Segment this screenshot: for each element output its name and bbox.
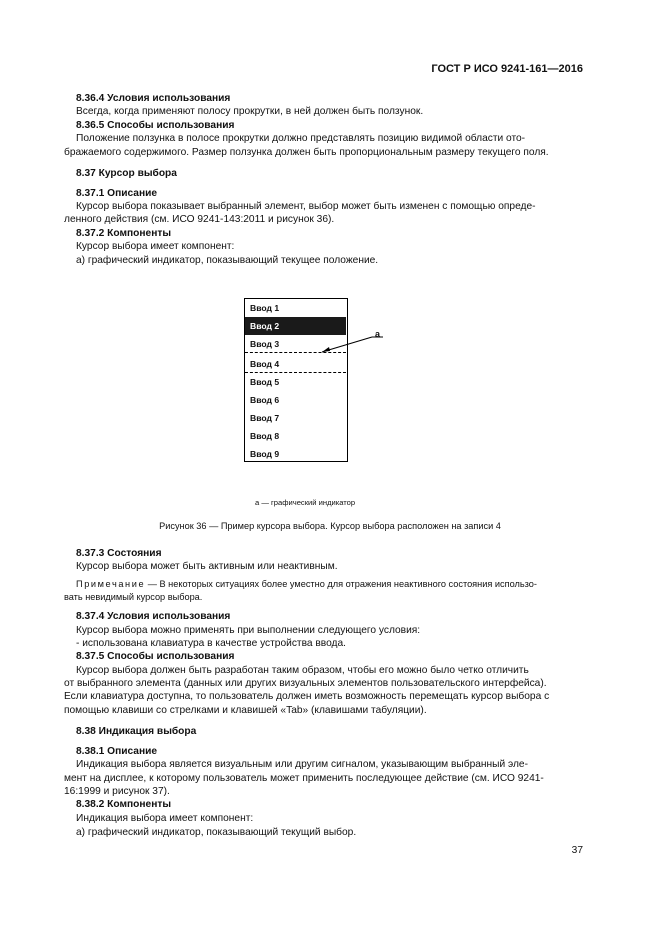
callout-label-a: а: [375, 329, 381, 339]
section-8-36-5-title: 8.36.5 Способы использования: [76, 120, 235, 131]
section-8-37-1-line2: ленного действия (см. ИСО 9241-143:2011 и рисунок 36).: [64, 214, 335, 225]
section-8-38-title: 8.38 Индикация выбора: [76, 726, 197, 737]
section-8-38-2-title: 8.38.2 Компоненты: [76, 799, 172, 810]
section-8-37-3-title: 8.37.3 Состояния: [76, 548, 162, 559]
section-8-37-5-line1: Курсор выбора должен быть разработан таким образом, чтобы его можно было четко отличить: [76, 665, 529, 676]
section-8-37-4-title: 8.37.4 Условия использования: [76, 611, 231, 622]
figure-entry-4: Ввод 4: [250, 359, 280, 369]
note-text: — В некоторых ситуациях более уместно для отражения неактивного состояния использо-: [145, 579, 537, 589]
figure-caption: Рисунок 36 — Пример курсора выбора. Курсор выбора расположен на записи 4: [159, 521, 501, 531]
section-8-37-5-line3: Если клавиатура доступна, то пользователь должен иметь возможность перемещать курсор выбора с: [64, 691, 550, 702]
section-8-37-3-note-line2: вать невидимый курсор выбора.: [64, 592, 203, 602]
section-8-38-2-line2: а) графический индикатор, показывающий текущий выбор.: [76, 827, 357, 838]
section-8-37-2-title: 8.37.2 Компоненты: [76, 228, 172, 239]
section-8-36-4-title: 8.36.4 Условия использования: [76, 93, 231, 104]
figure-legend: а — графический индикатор: [255, 498, 356, 507]
section-8-37-3-text: Курсор выбора может быть активным или неактивным.: [76, 561, 338, 572]
section-8-38-1-title: 8.38.1 Описание: [76, 746, 158, 757]
section-8-37-5-line2: от выбранного элемента (данных или других визуальных элементов пользовательского интерфейса).: [64, 678, 547, 689]
note-label: Примечание: [76, 579, 146, 589]
section-8-37-title: 8.37 Курсор выбора: [76, 168, 177, 179]
figure-entry-6: Ввод 6: [250, 395, 280, 405]
page-number: 37: [571, 845, 583, 856]
section-8-37-5-line4: помощью клавиши со стрелками и клавишей «Tab» (клавишами табуляции).: [64, 705, 427, 716]
section-8-38-1-line1: Индикация выбора является визуальным или другим сигналом, указывающим выбранный эле-: [76, 759, 528, 770]
section-8-36-4-text: Всегда, когда применяют полосу прокрутки, в ней должен быть ползунок.: [76, 106, 424, 117]
section-8-37-1-line1: Курсор выбора показывает выбранный элемент, выбор может быть изменен с помощью опреде-: [76, 201, 536, 212]
section-8-38-1-line3: 16:1999 и рисунок 37).: [64, 786, 170, 797]
section-8-36-5-line1: Положение ползунка в полосе прокрутки должно представлять позицию видимой области ото-: [76, 133, 526, 144]
section-8-36-5-line2: бражаемого содержимого. Размер ползунка должен быть пропорциональным размеру текущего поля.: [64, 147, 549, 158]
figure-entry-3: Ввод 3: [250, 339, 280, 349]
document-header: ГОСТ Р ИСО 9241-161—2016: [431, 63, 583, 75]
figure-entry-2-highlighted: Ввод 2: [245, 317, 346, 335]
selection-cursor-figure: [244, 298, 348, 462]
figure-entry-8: Ввод 8: [250, 431, 280, 441]
figure-entry-1: Ввод 1: [250, 303, 280, 313]
section-8-38-1-line2: мент на дисплее, к которому пользователь может применить последующее действие (см. ИСО 9241-: [64, 773, 544, 784]
section-8-37-2-line1: Курсор выбора имеет компонент:: [76, 241, 235, 252]
figure-entry-9: Ввод 9: [250, 449, 280, 459]
figure-entry-7: Ввод 7: [250, 413, 280, 423]
section-8-37-5-title: 8.37.5 Способы использования: [76, 651, 235, 662]
figure-entry-5: Ввод 5: [250, 377, 280, 387]
section-8-37-4-line1: Курсор выбора можно применять при выполнении следующего условия:: [76, 625, 421, 636]
section-8-37-3-note-line1: [76, 578, 584, 591]
section-8-37-2-line2: а) графический индикатор, показывающий текущее положение.: [76, 255, 379, 266]
section-8-37-1-title: 8.37.1 Описание: [76, 188, 158, 199]
section-8-37-4-line2: - использована клавиатура в качестве устройства ввода.: [76, 638, 346, 649]
section-8-38-2-line1: Индикация выбора имеет компонент:: [76, 813, 254, 824]
